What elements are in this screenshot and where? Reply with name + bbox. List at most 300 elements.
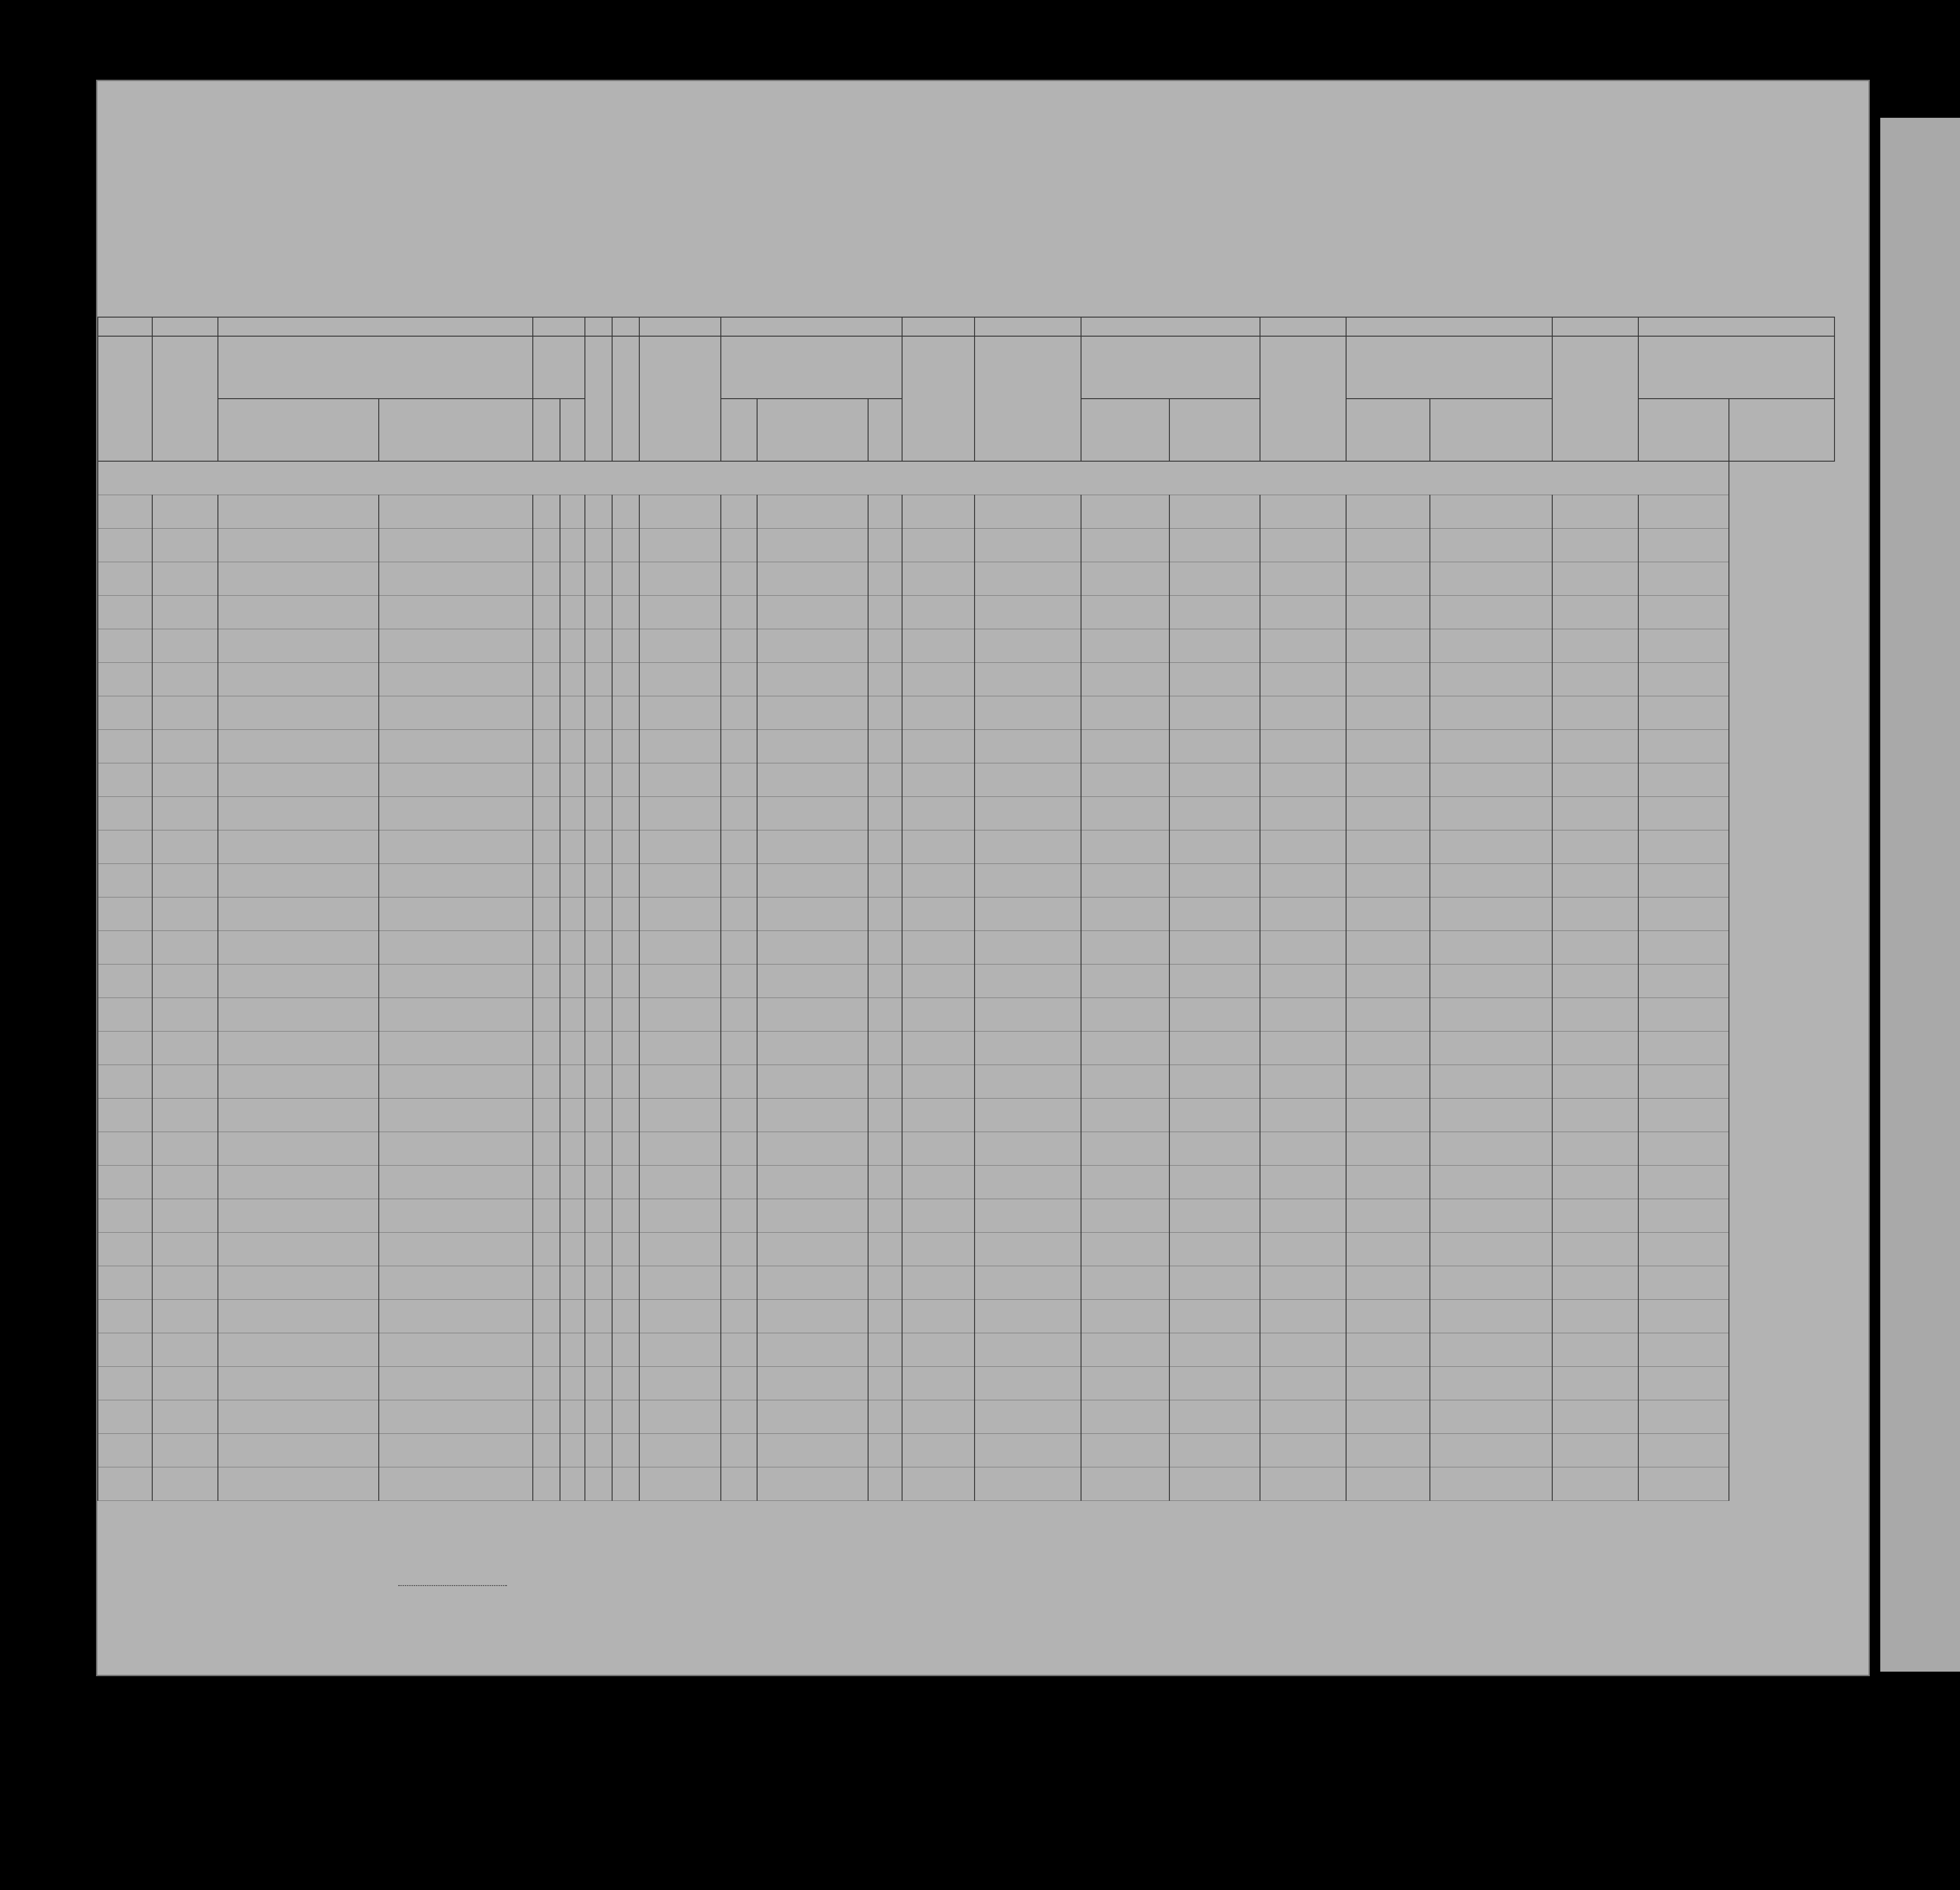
- header-given-name: [379, 399, 533, 461]
- cell-yrs: [533, 495, 560, 529]
- cell-visa: [1260, 897, 1346, 931]
- cell-given: [379, 1132, 533, 1166]
- cell-city: [1169, 763, 1260, 797]
- cell-write: [868, 696, 902, 730]
- cell-yrs: [533, 596, 560, 629]
- cell-occ: [639, 495, 721, 529]
- cell-city: [1169, 529, 1260, 562]
- cell-occ: [639, 1400, 721, 1434]
- cell-nat: [902, 596, 975, 629]
- cell-read: [721, 897, 757, 931]
- cell-race: [975, 830, 1081, 864]
- cell-read: [721, 830, 757, 864]
- cell-nat: [902, 964, 975, 998]
- cell-lang: [757, 696, 868, 730]
- cell-read: [721, 1233, 757, 1266]
- cell-family: [218, 663, 379, 696]
- cell-sex: [585, 1233, 612, 1266]
- table-row: [98, 763, 1834, 797]
- cell-race: [975, 1166, 1081, 1199]
- cell-country: [1081, 730, 1169, 763]
- cell-country: [1081, 1467, 1169, 1501]
- cell-yrs: [533, 730, 560, 763]
- cell-race: [975, 562, 1081, 596]
- cell-write: [868, 1400, 902, 1434]
- cell-ms: [612, 1099, 639, 1132]
- cell-family: [218, 830, 379, 864]
- cell-tax: [152, 1367, 218, 1400]
- cell-race: [975, 1300, 1081, 1333]
- cell-mos: [560, 696, 585, 730]
- cell-rcountry: [1638, 663, 1729, 696]
- cell-ms: [612, 964, 639, 998]
- cell-race: [975, 1132, 1081, 1166]
- cell-verif: [1552, 562, 1638, 596]
- cell-rcountry: [1638, 1434, 1729, 1467]
- cell-read: [721, 562, 757, 596]
- section-label: [98, 461, 1729, 495]
- cell-given: [379, 1467, 533, 1501]
- cell-given: [379, 897, 533, 931]
- cell-iplace: [1346, 1434, 1430, 1467]
- cell-iplace: [1346, 1166, 1430, 1199]
- cell-iplace: [1346, 797, 1430, 830]
- cell-rcountry: [1638, 998, 1729, 1032]
- cell-given: [379, 696, 533, 730]
- cell-city: [1169, 1166, 1260, 1199]
- table-row: [98, 562, 1834, 596]
- cell-lang: [757, 1166, 868, 1199]
- cell-country: [1081, 562, 1169, 596]
- table-row: [98, 797, 1834, 830]
- cell-visa: [1260, 1233, 1346, 1266]
- cell-tax: [152, 1065, 218, 1099]
- cell-rcountry: [1638, 596, 1729, 629]
- cell-country: [1081, 1099, 1169, 1132]
- cell-read: [721, 1099, 757, 1132]
- cell-rcountry: [1638, 1065, 1729, 1099]
- cell-race: [975, 1467, 1081, 1501]
- cell-read: [721, 1032, 757, 1065]
- cell-rcountry: [1638, 964, 1729, 998]
- cell-read: [721, 663, 757, 696]
- cell-no: [98, 931, 152, 964]
- cell-lang: [757, 1400, 868, 1434]
- cell-lang: [757, 629, 868, 663]
- cell-yrs: [533, 1166, 560, 1199]
- cell-family: [218, 797, 379, 830]
- cell-tax: [152, 696, 218, 730]
- cell-country: [1081, 696, 1169, 730]
- colnum: [585, 317, 612, 336]
- cell-yrs: [533, 797, 560, 830]
- colnum: [975, 317, 1081, 336]
- cell-visa: [1260, 1400, 1346, 1434]
- cell-sex: [585, 1367, 612, 1400]
- cell-mos: [560, 1132, 585, 1166]
- cell-mos: [560, 562, 585, 596]
- table-row: [98, 696, 1834, 730]
- cell-race: [975, 964, 1081, 998]
- cell-rcountry: [1638, 730, 1729, 763]
- cell-yrs: [533, 529, 560, 562]
- cell-visa: [1260, 1099, 1346, 1132]
- cell-idate: [1430, 696, 1552, 730]
- cell-given: [379, 763, 533, 797]
- colnum: [1260, 317, 1346, 336]
- cell-verif: [1552, 495, 1638, 529]
- cell-nat: [902, 1233, 975, 1266]
- cell-idate: [1430, 864, 1552, 897]
- cell-write: [868, 1065, 902, 1099]
- header-res-city: [1729, 399, 1834, 461]
- cell-iplace: [1346, 629, 1430, 663]
- cell-sex: [585, 897, 612, 931]
- cell-verif: [1552, 763, 1638, 797]
- cell-country: [1081, 1166, 1169, 1199]
- cell-country: [1081, 830, 1169, 864]
- cell-no: [98, 1266, 152, 1300]
- cell-mos: [560, 663, 585, 696]
- cell-iplace: [1346, 763, 1430, 797]
- cell-ms: [612, 629, 639, 663]
- cell-rcountry: [1638, 1233, 1729, 1266]
- cell-city: [1169, 495, 1260, 529]
- cell-sex: [585, 1132, 612, 1166]
- table-row: [98, 1300, 1834, 1333]
- cell-family: [218, 696, 379, 730]
- header-able-to: [721, 336, 902, 399]
- cell-visa: [1260, 864, 1346, 897]
- cell-lang: [757, 797, 868, 830]
- table-row: [98, 864, 1834, 897]
- cell-rcountry: [1638, 763, 1729, 797]
- cell-iplace: [1346, 1099, 1430, 1132]
- cell-verif: [1552, 1300, 1638, 1333]
- cell-iplace: [1346, 1400, 1430, 1434]
- cell-verif: [1552, 830, 1638, 864]
- cell-read: [721, 1199, 757, 1233]
- cell-write: [868, 730, 902, 763]
- header-place-of-birth: [1081, 336, 1260, 399]
- cell-nat: [902, 1367, 975, 1400]
- table-row: [98, 730, 1834, 763]
- cell-iplace: [1346, 1333, 1430, 1367]
- cell-tax: [152, 763, 218, 797]
- header-age: [533, 336, 585, 399]
- table-row: [98, 1400, 1834, 1434]
- cell-write: [868, 830, 902, 864]
- cell-given: [379, 964, 533, 998]
- cell-family: [218, 763, 379, 797]
- cell-family: [218, 1199, 379, 1233]
- header-nationality: [902, 336, 975, 461]
- cell-nat: [902, 1266, 975, 1300]
- cell-rcountry: [1638, 1132, 1729, 1166]
- cell-race: [975, 663, 1081, 696]
- cell-ms: [612, 1367, 639, 1400]
- cell-ms: [612, 529, 639, 562]
- cell-rcountry: [1638, 897, 1729, 931]
- cell-occ: [639, 1434, 721, 1467]
- cell-yrs: [533, 1333, 560, 1367]
- cell-read: [721, 596, 757, 629]
- cell-lang: [757, 763, 868, 797]
- cell-visa: [1260, 1300, 1346, 1333]
- cell-family: [218, 1233, 379, 1266]
- cell-occ: [639, 696, 721, 730]
- table-row: [98, 495, 1834, 529]
- cell-race: [975, 931, 1081, 964]
- cell-write: [868, 897, 902, 931]
- header-mos: [560, 399, 585, 461]
- cell-lang: [757, 529, 868, 562]
- cell-write: [868, 864, 902, 897]
- cell-nat: [902, 696, 975, 730]
- cell-iplace: [1346, 1032, 1430, 1065]
- cell-ms: [612, 663, 639, 696]
- cell-iplace: [1346, 1233, 1430, 1266]
- cell-write: [868, 1300, 902, 1333]
- cell-family: [218, 1400, 379, 1434]
- cell-city: [1169, 1199, 1260, 1233]
- cell-visa: [1260, 562, 1346, 596]
- cell-read: [721, 1467, 757, 1501]
- cell-country: [1081, 1032, 1169, 1065]
- cell-occ: [639, 864, 721, 897]
- cell-city: [1169, 1367, 1260, 1400]
- cell-tax: [152, 1467, 218, 1501]
- cell-yrs: [533, 1467, 560, 1501]
- cell-given: [379, 663, 533, 696]
- cell-country: [1081, 1266, 1169, 1300]
- cell-tax: [152, 1233, 218, 1266]
- cell-sex: [585, 1434, 612, 1467]
- cell-sex: [585, 763, 612, 797]
- cell-nat: [902, 797, 975, 830]
- cell-occ: [639, 730, 721, 763]
- cell-given: [379, 797, 533, 830]
- cell-idate: [1430, 730, 1552, 763]
- cell-family: [218, 998, 379, 1032]
- cell-verif: [1552, 1266, 1638, 1300]
- cell-given: [379, 931, 533, 964]
- cell-nat: [902, 931, 975, 964]
- cell-race: [975, 629, 1081, 663]
- cell-lang: [757, 1065, 868, 1099]
- cell-write: [868, 1132, 902, 1166]
- cell-country: [1081, 931, 1169, 964]
- cell-visa: [1260, 1266, 1346, 1300]
- cell-race: [975, 529, 1081, 562]
- cell-ms: [612, 696, 639, 730]
- cell-visa: [1260, 931, 1346, 964]
- cell-idate: [1430, 596, 1552, 629]
- cell-idate: [1430, 897, 1552, 931]
- cell-iplace: [1346, 1367, 1430, 1400]
- cell-ms: [612, 730, 639, 763]
- cell-nat: [902, 830, 975, 864]
- cell-no: [98, 1199, 152, 1233]
- table-row: [98, 663, 1834, 696]
- cell-nat: [902, 1099, 975, 1132]
- cell-verif: [1552, 1367, 1638, 1400]
- cell-no: [98, 696, 152, 730]
- cell-race: [975, 1065, 1081, 1099]
- cell-verif: [1552, 897, 1638, 931]
- cell-no: [98, 763, 152, 797]
- cell-visa: [1260, 998, 1346, 1032]
- cell-occ: [639, 1132, 721, 1166]
- cell-lang: [757, 730, 868, 763]
- cell-idate: [1430, 1400, 1552, 1434]
- cell-city: [1169, 1065, 1260, 1099]
- cell-nat: [902, 763, 975, 797]
- cell-iplace: [1346, 1266, 1430, 1300]
- cell-verif: [1552, 1400, 1638, 1434]
- table-row: [98, 964, 1834, 998]
- cell-lang: [757, 495, 868, 529]
- cell-rcountry: [1638, 1333, 1729, 1367]
- cell-read: [721, 529, 757, 562]
- cell-country: [1081, 1199, 1169, 1233]
- cell-ms: [612, 1434, 639, 1467]
- cell-tax: [152, 998, 218, 1032]
- cell-idate: [1430, 562, 1552, 596]
- table-row: [98, 1099, 1834, 1132]
- cell-read: [721, 864, 757, 897]
- cell-race: [975, 696, 1081, 730]
- table-row: [98, 1032, 1834, 1065]
- cell-write: [868, 998, 902, 1032]
- cell-race: [975, 998, 1081, 1032]
- cell-country: [1081, 1300, 1169, 1333]
- cell-nat: [902, 529, 975, 562]
- cell-visa: [1260, 1199, 1346, 1233]
- cell-yrs: [533, 1032, 560, 1065]
- cell-write: [868, 1099, 902, 1132]
- cell-iplace: [1346, 663, 1430, 696]
- cell-country: [1081, 864, 1169, 897]
- cell-verif: [1552, 596, 1638, 629]
- table-row: [98, 1233, 1834, 1266]
- cell-nat: [902, 998, 975, 1032]
- cell-lang: [757, 864, 868, 897]
- cell-write: [868, 562, 902, 596]
- cell-no: [98, 1300, 152, 1333]
- cell-city: [1169, 797, 1260, 830]
- header-yrs: [533, 399, 560, 461]
- cell-mos: [560, 998, 585, 1032]
- cell-tax: [152, 495, 218, 529]
- cell-no: [98, 1367, 152, 1400]
- cell-country: [1081, 495, 1169, 529]
- cell-ms: [612, 1266, 639, 1300]
- cell-family: [218, 1166, 379, 1199]
- cell-mos: [560, 1233, 585, 1266]
- cell-given: [379, 495, 533, 529]
- cell-city: [1169, 1233, 1260, 1266]
- header-row-1: [98, 336, 1834, 399]
- cell-tax: [152, 730, 218, 763]
- cell-sex: [585, 1199, 612, 1233]
- cell-country: [1081, 897, 1169, 931]
- cell-ms: [612, 1467, 639, 1501]
- cell-race: [975, 897, 1081, 931]
- header-issued-place: [1346, 399, 1430, 461]
- cell-given: [379, 1434, 533, 1467]
- cell-mos: [560, 864, 585, 897]
- cell-country: [1081, 529, 1169, 562]
- cell-occ: [639, 1099, 721, 1132]
- cell-rcountry: [1638, 1300, 1729, 1333]
- cell-no: [98, 495, 152, 529]
- cell-family: [218, 1467, 379, 1501]
- cell-write: [868, 1266, 902, 1300]
- cell-yrs: [533, 629, 560, 663]
- cell-lang: [757, 1132, 868, 1166]
- cell-mos: [560, 1434, 585, 1467]
- cell-read: [721, 495, 757, 529]
- cell-city: [1169, 1266, 1260, 1300]
- cell-read: [721, 696, 757, 730]
- cell-idate: [1430, 1467, 1552, 1501]
- cell-occ: [639, 629, 721, 663]
- cell-ms: [612, 864, 639, 897]
- cell-rcountry: [1638, 1166, 1729, 1199]
- cell-given: [379, 1333, 533, 1367]
- cell-lang: [757, 1266, 868, 1300]
- cell-occ: [639, 797, 721, 830]
- cell-idate: [1430, 1099, 1552, 1132]
- cell-race: [975, 1233, 1081, 1266]
- cell-tax: [152, 964, 218, 998]
- cell-visa: [1260, 730, 1346, 763]
- header-city: [1169, 399, 1260, 461]
- cell-lang: [757, 1099, 868, 1132]
- cell-read: [721, 1166, 757, 1199]
- cell-write: [868, 797, 902, 830]
- cell-mos: [560, 964, 585, 998]
- cell-idate: [1430, 663, 1552, 696]
- cell-family: [218, 730, 379, 763]
- cell-country: [1081, 1434, 1169, 1467]
- cell-occ: [639, 663, 721, 696]
- cell-sex: [585, 730, 612, 763]
- cell-yrs: [533, 763, 560, 797]
- cell-rcountry: [1638, 696, 1729, 730]
- cell-write: [868, 629, 902, 663]
- cell-rcountry: [1638, 1467, 1729, 1501]
- cell-no: [98, 629, 152, 663]
- cell-sex: [585, 864, 612, 897]
- cell-ms: [612, 830, 639, 864]
- cell-tax: [152, 1166, 218, 1199]
- cell-idate: [1430, 1434, 1552, 1467]
- cell-idate: [1430, 763, 1552, 797]
- cell-ms: [612, 495, 639, 529]
- cell-lang: [757, 1333, 868, 1367]
- cell-tax: [152, 797, 218, 830]
- cell-occ: [639, 1032, 721, 1065]
- table-row: [98, 1065, 1834, 1099]
- cell-verif: [1552, 998, 1638, 1032]
- cell-iplace: [1346, 1065, 1430, 1099]
- header-calling: [639, 336, 721, 461]
- cell-occ: [639, 1467, 721, 1501]
- cell-occ: [639, 562, 721, 596]
- cell-no: [98, 797, 152, 830]
